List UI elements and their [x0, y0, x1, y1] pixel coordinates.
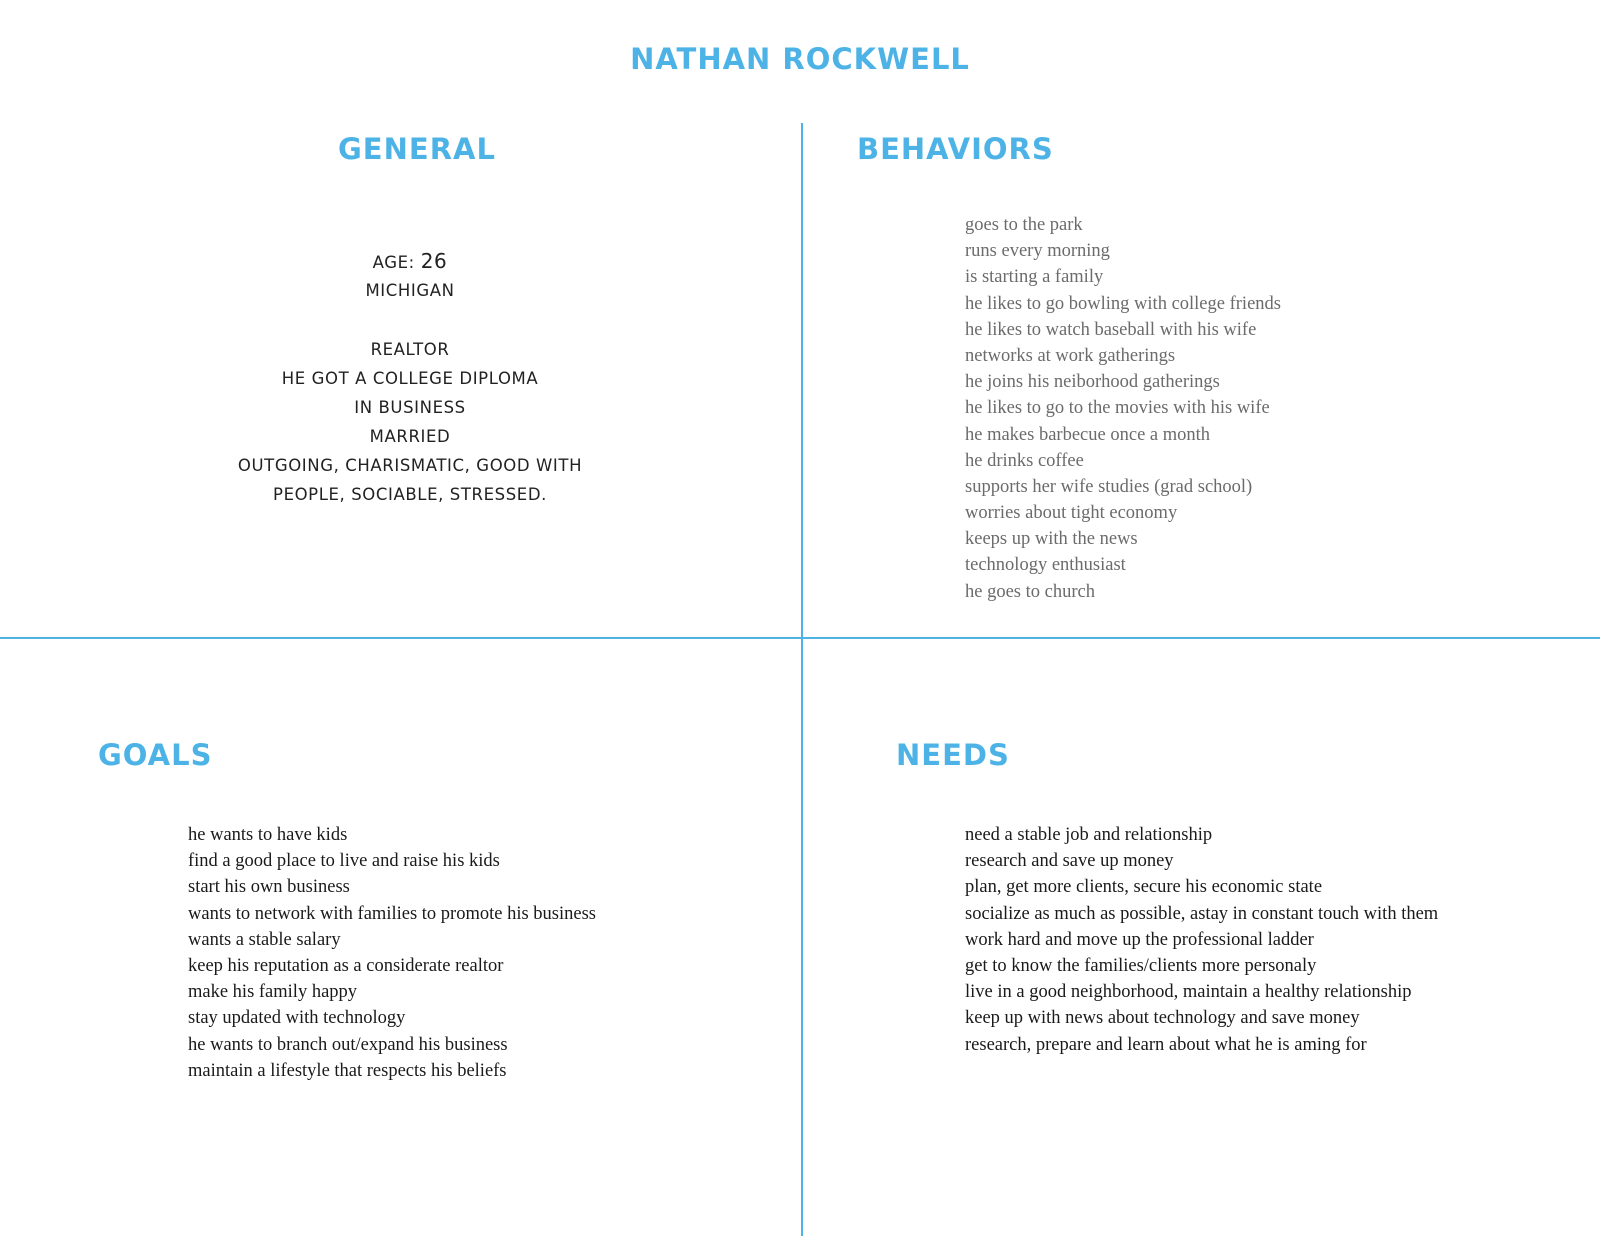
needs-heading: NEEDS [896, 738, 1010, 772]
location: MICHIGAN [365, 281, 455, 300]
goal-item: wants a stable salary [188, 929, 341, 950]
general-detail-personality-cont: PEOPLE, SOCIABLE, STRESSED. [273, 485, 547, 504]
behaviors-heading: BEHAVIORS [857, 132, 1054, 166]
behavior-item: technology enthusiast [965, 555, 1126, 576]
need-item: live in a good neighborhood, maintain a healthy relationship [965, 982, 1412, 1003]
general-details [160, 335, 660, 509]
general-basic-info [160, 247, 660, 305]
behavior-item: he likes to watch baseball with his wife [965, 319, 1257, 340]
behavior-item: runs every morning [965, 241, 1110, 262]
behavior-item: goes to the park [965, 215, 1083, 235]
needs-list [965, 822, 1438, 1058]
age-line [160, 247, 660, 276]
goal-item: make his family happy [188, 982, 358, 1003]
vertical-divider [801, 123, 803, 1236]
horizontal-divider [0, 637, 1600, 639]
general-detail-personality: OUTGOING, CHARISMATIC, GOOD WITH [237, 456, 583, 475]
need-item: work hard and move up the professional ladder [965, 929, 1314, 950]
behavior-item: he likes to go bowling with college friends [965, 293, 1281, 314]
goals-heading: GOALS [98, 738, 213, 772]
need-item: keep up with news about technology and save money [965, 1008, 1360, 1029]
age-label: AGE: [372, 253, 415, 272]
goal-item: start his own business [188, 877, 350, 898]
general-detail-marital-status: MARRIED [369, 427, 451, 446]
general-detail-education: HE GOT A COLLEGE DIPLOMA [281, 369, 539, 388]
behavior-item: worries about tight economy [965, 503, 1178, 524]
goal-item: stay updated with technology [188, 1008, 406, 1029]
need-item: need a stable job and relationship [965, 825, 1213, 845]
behavior-item: he makes barbecue once a month [965, 424, 1211, 445]
need-item: research, prepare and learn about what he is aming for [965, 1034, 1367, 1055]
goal-item: wants to network with families to promote his business [188, 903, 596, 924]
goals-list [188, 822, 596, 1084]
need-item: research and save up money [965, 851, 1174, 872]
goal-item: he wants to have kids [188, 825, 348, 845]
behavior-item: networks at work gatherings [965, 345, 1176, 366]
goal-item: he wants to branch out/expand his business [188, 1034, 508, 1055]
behavior-item: supports her wife studies (grad school) [965, 476, 1253, 497]
behavior-item: he likes to go to the movies with his wife [965, 398, 1270, 419]
behavior-item: he drinks coffee [965, 450, 1084, 471]
goal-item: find a good place to live and raise his kids [188, 851, 500, 872]
behaviors-list [965, 212, 1281, 605]
behavior-item: is starting a family [965, 267, 1104, 288]
need-item: plan, get more clients, secure his economic state [965, 877, 1323, 898]
need-item: socialize as much as possible, astay in constant touch with them [965, 903, 1439, 924]
behavior-item: he joins his neiborhood gatherings [965, 372, 1220, 393]
behavior-item: he goes to church [965, 581, 1095, 602]
general-detail-occupation: REALTOR [370, 340, 450, 359]
goal-item: maintain a lifestyle that respects his beliefs [188, 1060, 507, 1081]
behavior-item: keeps up with the news [965, 529, 1138, 550]
goal-item: keep his reputation as a considerate realtor [188, 955, 504, 976]
general-detail-field: IN BUSINESS [354, 398, 466, 417]
page-title: NATHAN ROCKWELL [630, 42, 970, 76]
need-item: get to know the families/clients more personaly [965, 955, 1317, 976]
general-heading: GENERAL [338, 132, 496, 166]
age-value: 26 [420, 249, 448, 273]
